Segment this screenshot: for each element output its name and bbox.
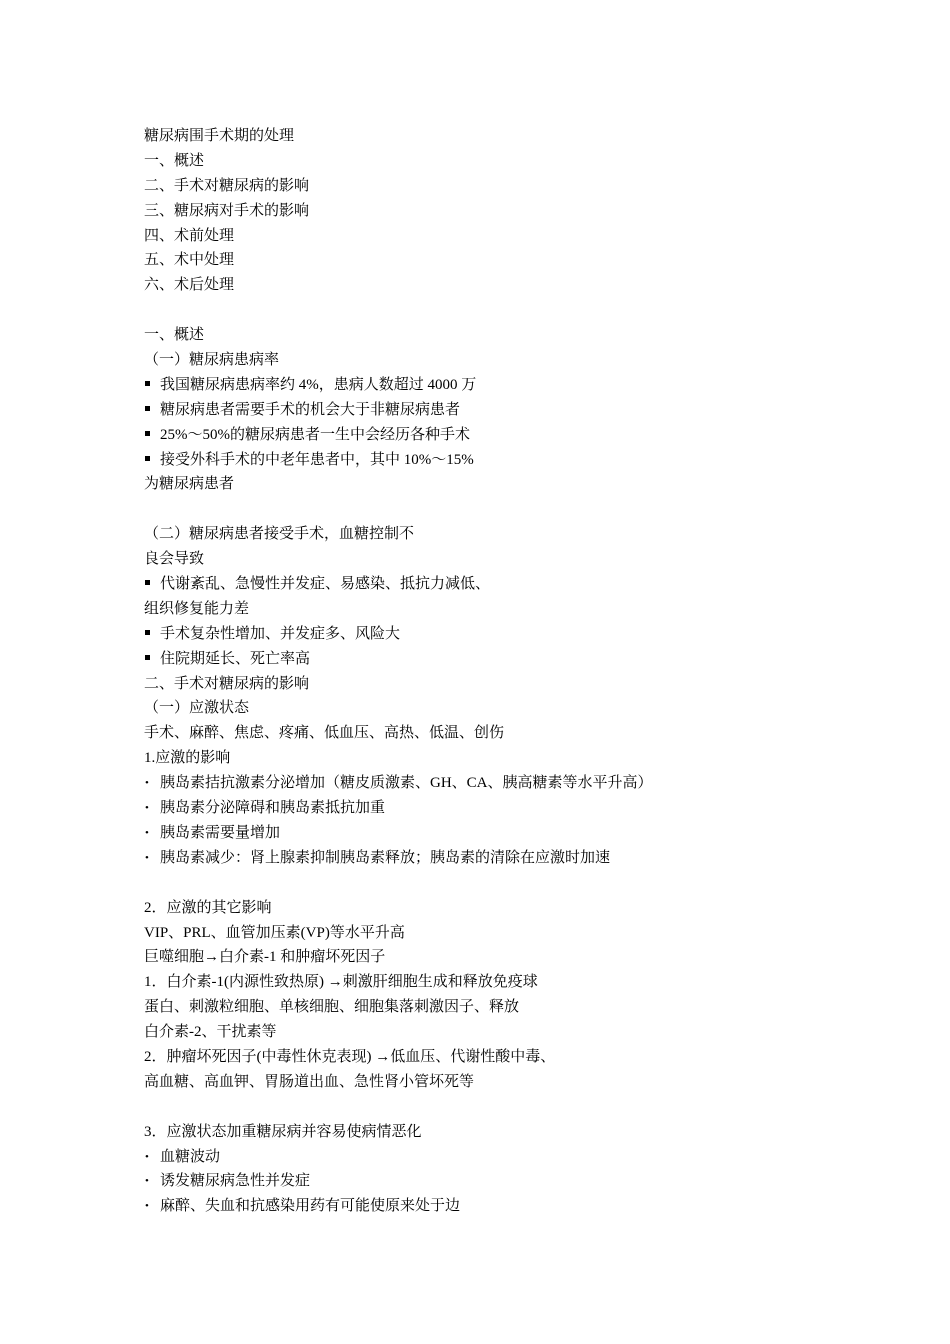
list-item: •麻醉、失血和抗感染用药有可能使原来处于边 [144, 1194, 824, 1219]
dot-bullet-icon [144, 796, 160, 822]
square-bullet-icon [144, 398, 160, 423]
list-item: 糖尿病患者需要手术的机会大于非糖尿病患者 [144, 398, 824, 423]
dot-bullet-icon [144, 1145, 160, 1171]
paragraph-line: 手术、麻醉、焦虑、疼痛、低血压、高热、低温、创伤 [144, 725, 505, 742]
subsection-heading: （二）糖尿病患者接受手术，血糖控制不 [144, 526, 415, 543]
list-item: •血糖波动 [144, 1145, 824, 1170]
paragraph-heading: 3．应激状态加重糖尿病并容易使病情恶化 [144, 1123, 422, 1140]
section-heading: 一、概述 [144, 327, 205, 344]
list-item: 手术复杂性增加、并发症多、风险大 [144, 622, 824, 647]
paragraph-line: 白介素-2、干扰素等 [144, 1024, 277, 1041]
paragraph-line: VIP、PRL、血管加压素(VP)等水平升高 [144, 924, 405, 941]
document-page [144, 124, 824, 1219]
paragraph-line: 2．肿瘤坏死因子(中毒性休克表现) →低血压、代谢性酸中毒、 [144, 1048, 556, 1065]
list-item: 我国糖尿病患病率约 4%，患病人数超过 4000 万 [144, 373, 824, 398]
dot-bullet-icon [144, 821, 160, 847]
toc-item: 一、概述 [144, 152, 205, 169]
section-heading: 二、手术对糖尿病的影响 [144, 675, 310, 692]
blank-line [144, 497, 824, 522]
toc-item: 五、术中处理 [144, 252, 235, 269]
list-item: 接受外科手术的中老年患者中，其中 10%～15% [144, 448, 824, 473]
toc-item: 三、糖尿病对手术的影响 [144, 202, 310, 219]
dot-bullet-icon [144, 846, 160, 872]
paragraph-line: 组织修复能力差 [144, 600, 250, 617]
square-bullet-icon [144, 572, 160, 597]
square-bullet-icon [144, 647, 160, 672]
paragraph-heading: 1.应激的影响 [144, 750, 231, 767]
dot-bullet-icon [144, 771, 160, 797]
blank-line [144, 298, 824, 323]
square-bullet-icon [144, 448, 160, 473]
list-item: •胰岛素需要量增加 [144, 821, 824, 846]
dot-bullet-icon [144, 1169, 160, 1195]
document-title: 糖尿病围手术期的处理 [144, 128, 295, 144]
square-bullet-icon [144, 373, 160, 398]
blank-line [144, 871, 824, 896]
list-item: •胰岛素分泌障碍和胰岛素抵抗加重 [144, 796, 824, 821]
paragraph-heading: 2．应激的其它影响 [144, 899, 272, 916]
paragraph-line: 为糖尿病患者 [144, 476, 235, 493]
list-item: 住院期延长、死亡率高 [144, 647, 824, 672]
paragraph-line: 1．白介素-1(内源性致热原) →刺激肝细胞生成和释放免疫球 [144, 974, 538, 991]
toc-item: 四、术前处理 [144, 227, 235, 244]
list-item: 代谢紊乱、急慢性并发症、易感染、抵抗力减低、 [144, 572, 824, 597]
toc-item: 二、手术对糖尿病的影响 [144, 177, 310, 194]
paragraph-line: 巨噬细胞→白介素-1 和肿瘤坏死因子 [144, 949, 386, 966]
subsection-heading: （一）应激状态 [144, 700, 250, 717]
blank-line [144, 1095, 824, 1120]
list-item: •胰岛素拮抗激素分泌增加（糖皮质激素、GH、CA、胰高糖素等水平升高） [144, 771, 824, 796]
dot-bullet-icon [144, 1194, 160, 1220]
paragraph-line: 高血糖、高血钾、胃肠道出血、急性肾小管坏死等 [144, 1073, 475, 1090]
square-bullet-icon [144, 423, 160, 448]
paragraph-line: 蛋白、刺激粒细胞、单核细胞、细胞集落刺激因子、释放 [144, 999, 520, 1016]
square-bullet-icon [144, 622, 160, 647]
list-item: 25%～50%的糖尿病患者一生中会经历各种手术 [144, 423, 824, 448]
subsection-heading: （一）糖尿病患病率 [144, 352, 280, 369]
list-item: •胰岛素减少：肾上腺素抑制胰岛素释放；胰岛素的清除在应激时加速 [144, 846, 824, 871]
toc-item: 六、术后处理 [144, 277, 235, 294]
list-item: •诱发糖尿病急性并发症 [144, 1169, 824, 1194]
paragraph-line: 良会导致 [144, 551, 205, 568]
